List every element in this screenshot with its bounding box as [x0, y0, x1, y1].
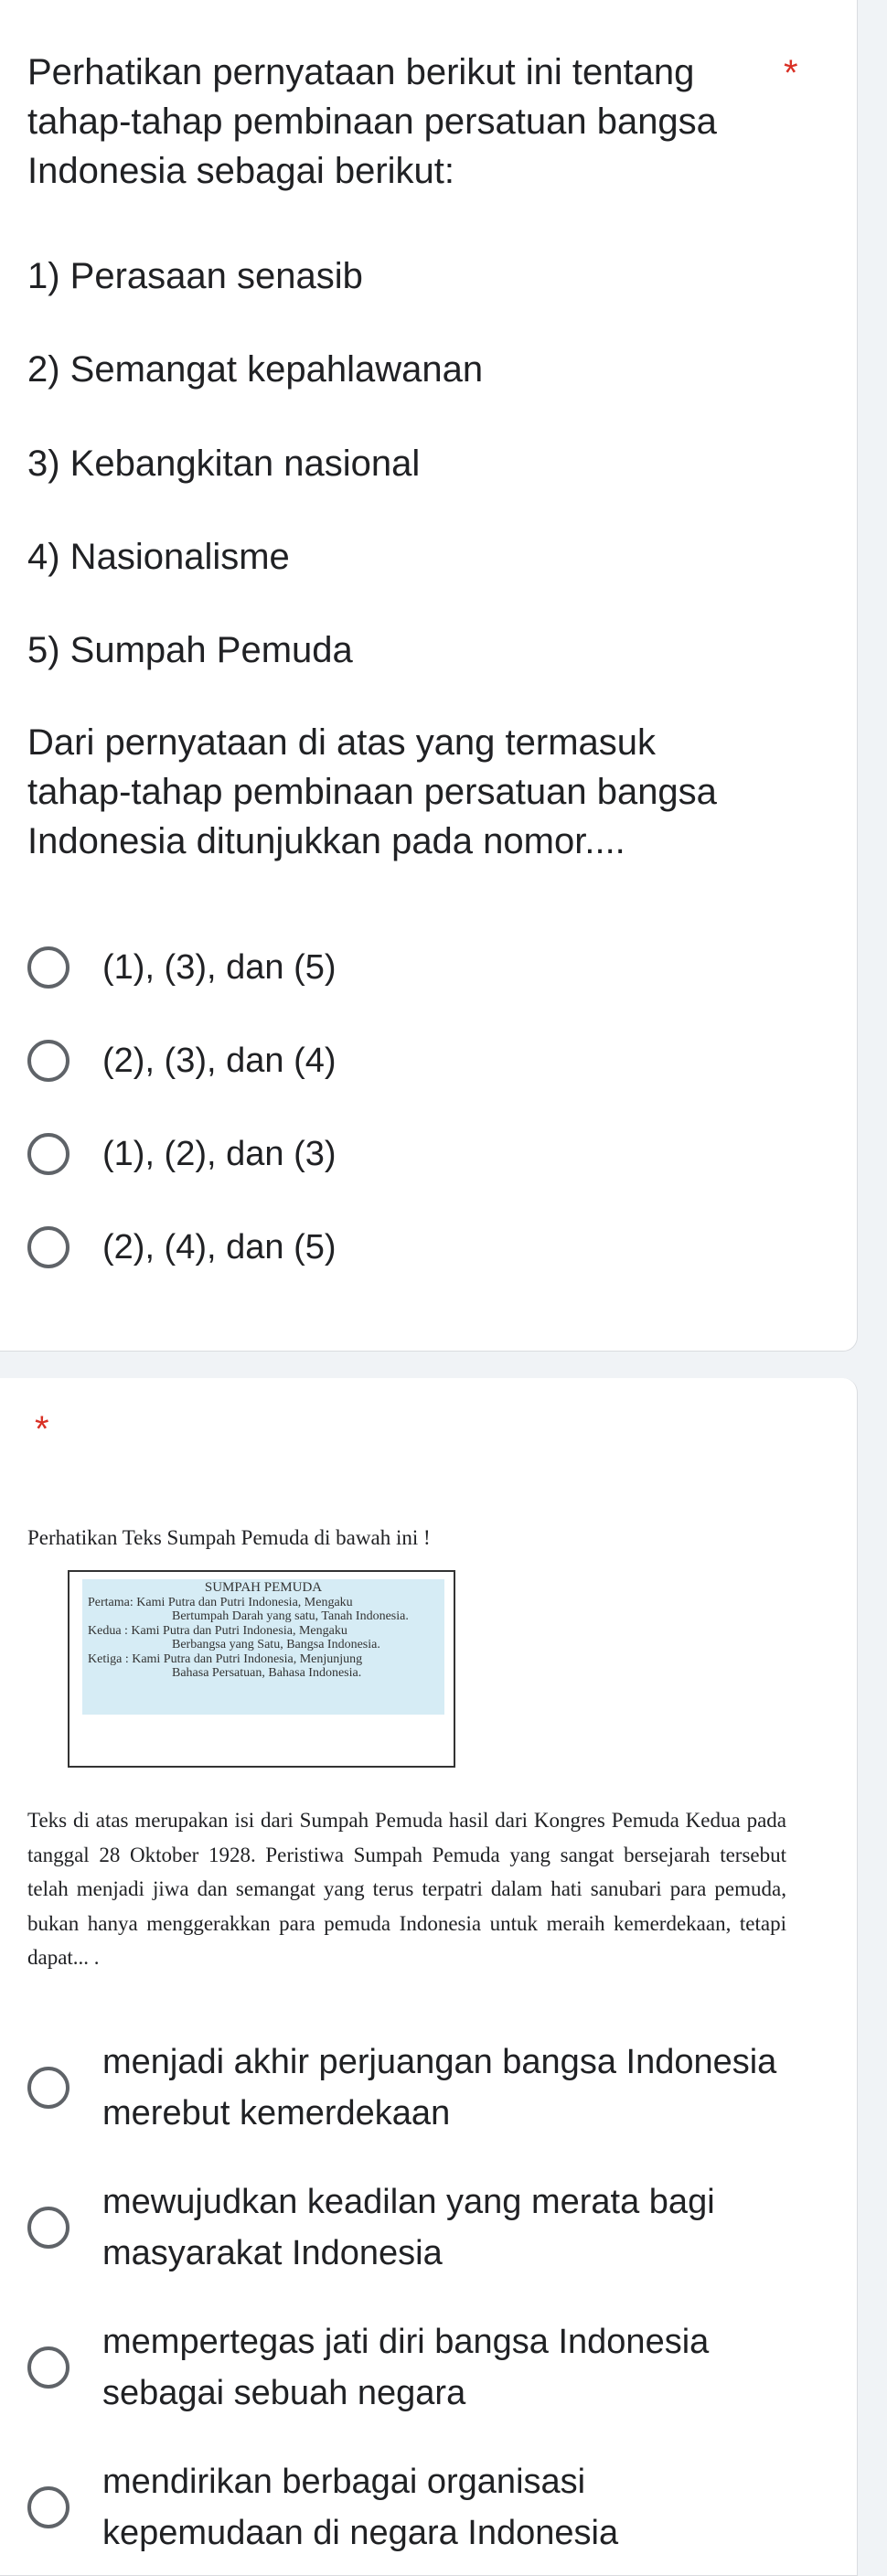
radio-button-icon[interactable]: [27, 2486, 69, 2528]
question-1-intro-line: tahap-tahap pembinaan persatuan bangsa: [27, 102, 717, 142]
sumpah-pemuda-line: Kedua : Kami Putra dan Putri Indonesia, Mengaku: [88, 1623, 347, 1638]
sumpah-pemuda-line: Pertama: Kami Putra dan Putri Indonesia, Mengaku: [88, 1595, 353, 1609]
answer-option-label: (2), (3), dan (4): [102, 1042, 337, 1080]
answer-option-label-line: merebut kemerdekaan: [102, 2094, 451, 2132]
answer-option[interactable]: [27, 2316, 832, 2419]
required-asterisk: *: [35, 1409, 49, 1449]
answer-option-label: [102, 2316, 709, 2419]
sumpah-pemuda-line: Bahasa Persatuan, Bahasa Indonesia.: [172, 1666, 362, 1680]
question-1-prompt-line: Indonesia ditunjukkan pada nomor....: [27, 821, 625, 861]
question-1-intro-line: Perhatikan pernyataan berikut ini tentang: [27, 52, 695, 92]
answer-option-label-line: mewujudkan keadilan yang merata bagi: [102, 2183, 715, 2221]
answer-option-label: (1), (3), dan (5): [102, 948, 337, 987]
answer-option-label-line: mempertegas jati diri bangsa Indonesia: [102, 2323, 710, 2361]
radio-button-icon[interactable]: [27, 2346, 69, 2389]
statement-item: 5) Sumpah Pemuda: [27, 630, 353, 670]
question-1-prompt-line: tahap-tahap pembinaan persatuan bangsa: [27, 772, 717, 812]
answer-option-label: [102, 2036, 776, 2139]
sumpah-pemuda-image: [68, 1570, 455, 1768]
answer-option-label: [102, 2456, 618, 2559]
answer-option[interactable]: [27, 942, 832, 993]
radio-button-icon[interactable]: [27, 2207, 69, 2249]
answer-option-label: [102, 2176, 715, 2279]
statement-item: 3) Kebangkitan nasional: [27, 444, 421, 484]
statement-item: 2) Semangat kepahlawanan: [27, 349, 484, 390]
sumpah-pemuda-title: SUMPAH PEMUDA: [204, 1580, 323, 1595]
sumpah-pemuda-line: Ketiga : Kami Putra dan Putri Indonesia, Menjunjung: [88, 1651, 363, 1666]
radio-button-icon[interactable]: [27, 946, 69, 989]
answer-option[interactable]: [27, 1035, 832, 1086]
radio-button-icon[interactable]: [27, 1040, 69, 1082]
radio-button-icon[interactable]: [27, 2067, 69, 2109]
answer-option-label-line: menjadi akhir perjuangan bangsa Indonesia: [102, 2043, 777, 2081]
answer-option[interactable]: [27, 2036, 832, 2139]
question-1-intro-line: Indonesia sebagai berikut:: [27, 151, 454, 191]
radio-button-icon[interactable]: [27, 1226, 69, 1268]
answer-option[interactable]: [27, 1128, 832, 1180]
radio-button-icon[interactable]: [27, 1133, 69, 1175]
answer-option[interactable]: [27, 2176, 832, 2279]
statement-item: 4) Nasionalisme: [27, 537, 290, 577]
question-2-paragraph: Teks di atas merupakan isi dari Sumpah Pemuda hasil dari Kongres Pemuda Kedua pada tanggal 28 Oktober 1928. Peristiwa Sumpah Pemuda yang sangat bersejarah tersebut telah menjadi jiwa dan semangat yang terus terpatri dalam hati sanubari para pemuda, bukan hanya menggerakkan para pemuda Indonesia untuk meraih kemerdekaan, tetapi dapat... .: [27, 1809, 786, 1969]
answer-option-label-line: sebagai sebuah negara: [102, 2374, 466, 2412]
answer-option-label-line: kepemudaan di negara Indonesia: [102, 2514, 619, 2552]
answer-option[interactable]: [27, 1222, 832, 1273]
answer-option-label-line: masyarakat Indonesia: [102, 2234, 443, 2272]
sumpah-pemuda-text-panel: [82, 1579, 444, 1715]
sumpah-pemuda-line: Berbangsa yang Satu, Bangsa Indonesia.: [172, 1638, 380, 1651]
answer-option-label: (2), (4), dan (5): [102, 1228, 337, 1267]
answer-option-label: (1), (2), dan (3): [102, 1135, 337, 1173]
question-2-intro: Perhatikan Teks Sumpah Pemuda di bawah ini !: [27, 1526, 431, 1549]
question-1-prompt-line: Dari pernyataan di atas yang termasuk: [27, 722, 657, 763]
question-1-intro: [27, 48, 777, 196]
question-1-prompt: [27, 718, 777, 866]
sumpah-pemuda-line: Bertumpah Darah yang satu, Tanah Indonesia.: [172, 1609, 409, 1623]
statement-item: 1) Perasaan senasib: [27, 256, 363, 296]
required-asterisk: *: [784, 53, 798, 93]
answer-option[interactable]: [27, 2456, 832, 2559]
answer-option-label-line: mendirikan berbagai organisasi: [102, 2463, 586, 2501]
